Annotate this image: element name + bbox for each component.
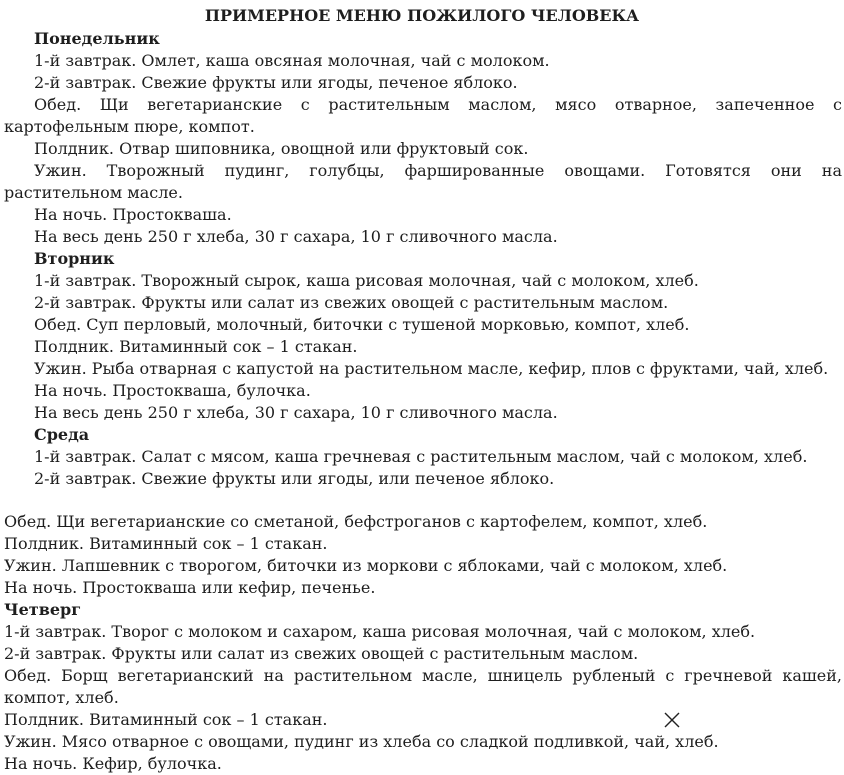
monday-night: На ночь. Простокваша. xyxy=(34,205,232,224)
thursday-breakfast2: 2-й завтрак. Фрукты или салат из свежих овощей с растительным маслом. xyxy=(4,644,639,663)
close-icon[interactable] xyxy=(663,711,681,729)
thursday-lunch: Обед. Борщ вегетарианский на растительном масле, шницель рубленый с гречневой кашей, компот, хлеб. xyxy=(4,666,842,707)
day-heading-monday: Понедельник xyxy=(34,29,160,48)
thursday-snack: Полдник. Витаминный сок – 1 стакан. xyxy=(4,710,328,729)
tuesday-breakfast2: 2-й завтрак. Фрукты или салат из свежих овощей с растительным маслом. xyxy=(34,293,669,312)
wednesday-night: На ночь. Простокваша или кефир, печенье. xyxy=(4,578,376,597)
day-heading-thursday: Четверг xyxy=(4,600,81,619)
thursday-dinner: Ужин. Мясо отварное с овощами, пудинг из хлеба со сладкой подливкой, чай, хлеб. xyxy=(4,732,719,751)
menu-block-top xyxy=(4,28,842,490)
wednesday-lunch: Обед. Щи вегетарианские со сметаной, бефстроганов с картофелем, компот, хлеб. xyxy=(4,512,708,531)
wednesday-snack: Полдник. Витаминный сок – 1 стакан. xyxy=(4,534,328,553)
day-heading-wednesday: Среда xyxy=(34,425,90,444)
tuesday-dinner: Ужин. Рыба отварная с капустой на растительном масле, кефир, плов с фруктами, чай, хлеб. xyxy=(34,359,829,378)
monday-daily: На весь день 250 г хлеба, 30 г сахара, 10 г сливочного масла. xyxy=(34,227,558,246)
thursday-night: На ночь. Кефир, булочка. xyxy=(4,754,222,773)
wednesday-dinner: Ужин. Лапшевник с творогом, биточки из моркови с яблоками, чай с молоком, хлеб. xyxy=(4,556,728,575)
monday-breakfast2: 2-й завтрак. Свежие фрукты или ягоды, печеное яблоко. xyxy=(34,73,518,92)
monday-breakfast1: 1-й завтрак. Омлет, каша овсяная молочная, чай с молоком. xyxy=(34,51,550,70)
tuesday-snack: Полдник. Витаминный сок – 1 стакан. xyxy=(34,337,358,356)
tuesday-lunch: Обед. Суп перловый, молочный, биточки с тушеной морковью, компот, хлеб. xyxy=(34,315,690,334)
tuesday-breakfast1: 1-й завтрак. Творожный сырок, каша рисовая молочная, чай с молоком, хлеб. xyxy=(34,271,699,290)
wednesday-breakfast1: 1-й завтрак. Салат с мясом, каша гречневая с растительным маслом, чай с молоком, хлеб. xyxy=(34,447,808,466)
day-heading-tuesday: Вторник xyxy=(34,249,115,268)
page-title: ПРИМЕРНОЕ МЕНЮ ПОЖИЛОГО ЧЕЛОВЕКА xyxy=(204,6,640,25)
monday-lunch: Обед. Щи вегетарианские с растительным маслом, мясо отварное, запеченное с картофельным пюре, компот. xyxy=(4,95,842,136)
tuesday-night: На ночь. Простокваша, булочка. xyxy=(34,381,311,400)
wednesday-breakfast2: 2-й завтрак. Свежие фрукты или ягоды, или печеное яблоко. xyxy=(34,469,555,488)
menu-block-bottom xyxy=(4,511,842,775)
monday-dinner: Ужин. Творожный пудинг, голубцы, фаршированные овощами. Готовятся они на растительном масле. xyxy=(4,161,842,202)
monday-snack: Полдник. Отвар шиповника, овощной или фруктовый сок. xyxy=(34,139,529,158)
thursday-breakfast1: 1-й завтрак. Творог с молоком и сахаром, каша рисовая молочная, чай с молоком, хлеб. xyxy=(4,622,756,641)
tuesday-daily: На весь день 250 г хлеба, 30 г сахара, 10 г сливочного масла. xyxy=(34,403,558,422)
close-icon-glyph xyxy=(663,711,681,729)
